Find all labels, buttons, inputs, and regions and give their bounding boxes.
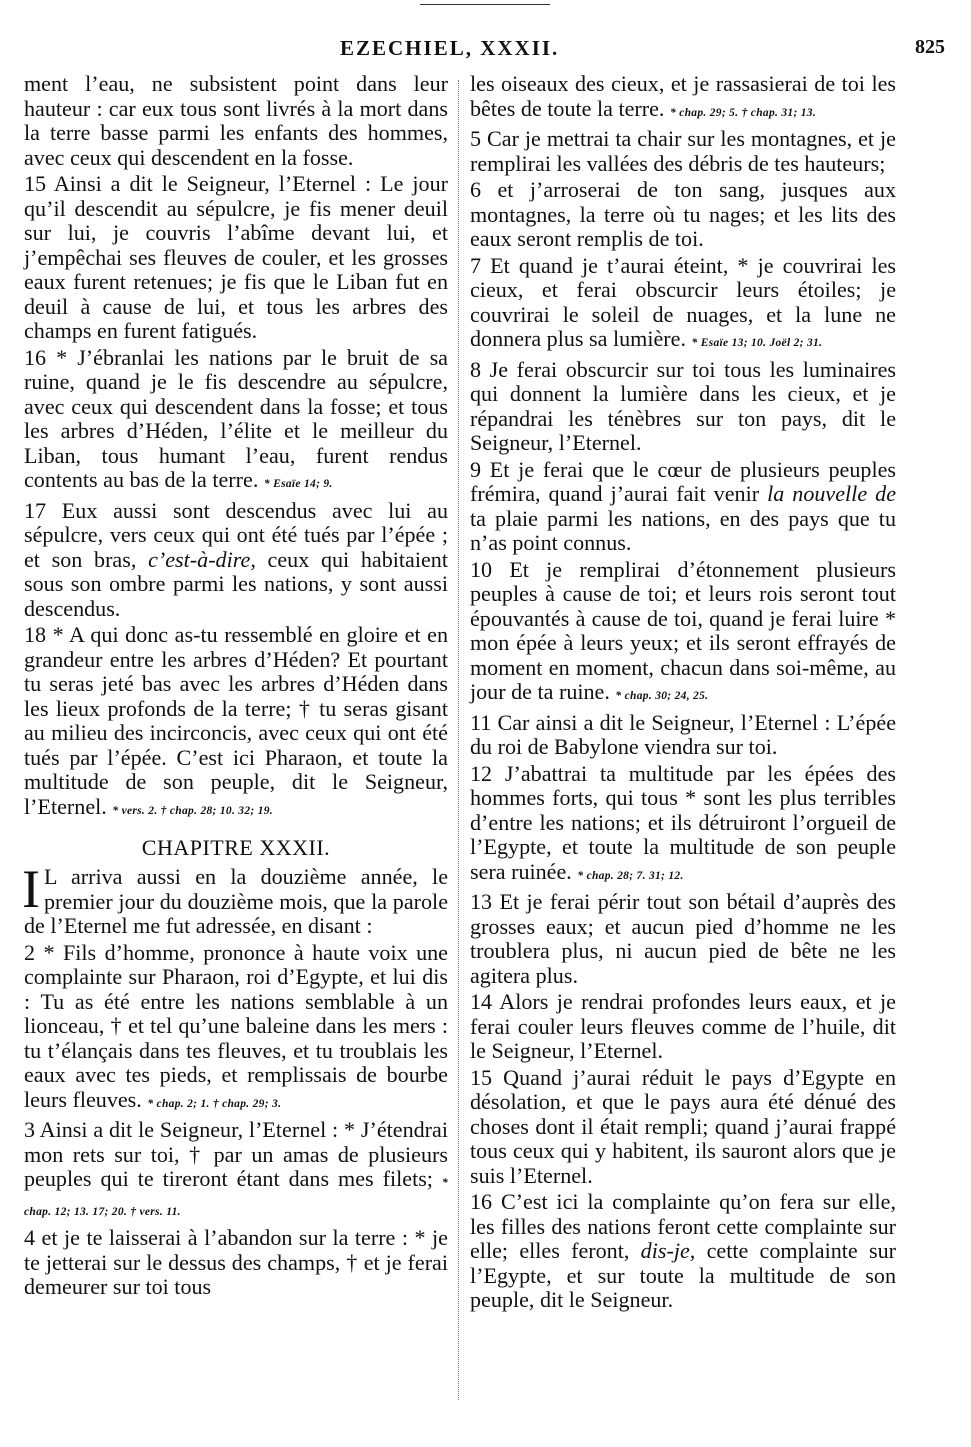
verse-17 xyxy=(24,499,448,622)
verse-text: les oiseaux des cieux, et je rassasierai de toi les bêtes de toute la terre. xyxy=(470,71,896,121)
italic-text: c’est-à-dire, xyxy=(148,546,256,572)
verse-text: 15 Quand j’aurai réduit le pays d’Egypte en désolation, et que le pays aura été dénué des choses dont il était rempli; quand j’aurai frappé tous ceux qui y habitent, ils sauront alors que je suis l’Eternel. xyxy=(470,1064,896,1188)
verse-5 xyxy=(470,127,896,176)
verse-1 xyxy=(22,859,448,939)
verse-text: 6 et j’arroserai de ton sang, jusques aux montagnes, la terre où tu nages; et les lits des eaux seront remplis de toi. xyxy=(470,177,896,251)
verse-text: 18 * A qui donc as-tu ressemblé en gloire et en grandeur entre les arbres d’Héden? Et pourtant tu seras jeté bas avec les arbres d’Héden dans les lieux profonds de la terre; † tu seras gisant au milieu des incirconcis, avec ceux qui ont été tués par l’épée. C’est ici Pharaon, et toute la multitude de son peuple, dit le Seigneur, l’Eternel. xyxy=(24,622,448,819)
verse-text: 14 Alors je rendrai profondes leurs eaux, et je ferai couler leurs fleuves comme de l’huile, dit le Seigneur, l’Eternel. xyxy=(470,989,896,1063)
verse-text: 12 J’abattrai ta multitude par les épées des hommes forts, qui tous * sont les plus terribles d’entre les nations; et ils détruiront l’orgueil de l’Egypte, et toute la multitude de son peuple sera ruinée. xyxy=(470,760,896,884)
verse-text: L arriva aussi en la douzième année, le premier jour du douzième mois, que la parole de l’Eternel me fut adressée, en disant : xyxy=(24,864,448,938)
page-header xyxy=(0,36,971,76)
cross-reference: * chap. 28; 7. 31; 12. xyxy=(577,869,684,882)
verse-text: ta plaie parmi les nations, en des pays que tu n’as point connus. xyxy=(470,505,896,555)
verse-16 xyxy=(24,346,448,497)
verse-14 xyxy=(470,990,896,1064)
verse-text: 3 Ainsi a dit le Seigneur, l’Eternel : * J’étendrai mon rets sur toi, † par un amas de plusieurs peuples qui te tireront étant dans mes filets; xyxy=(24,1117,448,1191)
verse-9 xyxy=(470,458,896,556)
verse-15 xyxy=(470,1066,896,1189)
verse-text: 5 Car je mettrai ta chair sur les montagnes, et je remplirai les vallées des débris de tes hauteurs; xyxy=(470,126,896,176)
italic-text: la nouvelle de xyxy=(767,481,896,506)
verse-text: 13 Et je ferai périr tout son bétail d’auprès des grosses eaux; et aucun pied d’homme ne les troublera plus, ni aucun pied de bête ne les agitera plus. xyxy=(470,889,896,988)
verse-3 xyxy=(24,1118,448,1224)
top-rule xyxy=(420,4,550,5)
drop-cap: I xyxy=(22,859,40,919)
page-number: 825 xyxy=(915,36,945,58)
verse-7 xyxy=(470,254,896,356)
cross-reference: * chap. 2; 1. † chap. 29; 3. xyxy=(147,1097,282,1110)
cross-reference: * Esaïe 13; 10. Joël 2; 31. xyxy=(691,337,823,349)
column-divider xyxy=(458,80,459,1400)
verse-text: 17 Eux aussi sont descendus avec lui au sépulcre, vers ceux qui ont été tués par l’épée ; et son bras, xyxy=(24,497,448,572)
verse-15 xyxy=(24,172,448,344)
right-column xyxy=(470,72,896,1315)
verse-4 xyxy=(24,1226,448,1300)
verse-text: 9 Et je ferai que le cœur de plusieurs peuples frémira, quand j’aurai fait venir xyxy=(470,456,896,506)
paragraph-text: ment l’eau, ne subsistent point dans leur hauteur : car eux tous sont livrés à la mort dans la terre basse parmi les enfants des hommes, avec ceux qui descendent en la fosse. xyxy=(24,71,448,170)
verse-13 xyxy=(470,890,896,988)
verse-text: 2 * Fils d’homme, prononce à haute voix une complainte sur Pharaon, roi d’Egypte, et lui dis : Tu as été entre les nations semblable à un lionceau, † et tel qu’une baleine dans les mers : tu t’élançais dans tes fleuves, et tu troublais les eaux avec tes pieds, et remplissais de bourbe leurs fleuves. xyxy=(24,939,448,1112)
verse-text: 15 Ainsi a dit le Seigneur, l’Eternel : Le jour qu’il descendit au sépulcre, je fis mener deuil sur lui, je couvris l’abîme devant lui, et j’empêchai ses fleuves de couler, et les grosses eaux furent retenues; je fis que le Liban fut en deuil à cause de lui, et tous les arbres des champs en furent fatigués. xyxy=(24,171,448,343)
verse-text: 16 C’est ici la complainte qu’on fera sur elle, les filles des nations feront cette complainte sur elle; elles feront, xyxy=(470,1189,896,1263)
cross-reference: * chap. 30; 24, 25. xyxy=(615,690,709,702)
verse-2 xyxy=(24,941,448,1117)
verse-10 xyxy=(470,558,896,709)
verse-text: ceux qui habitaient sous son ombre parmi les nations, y sont aussi descendus. xyxy=(24,546,448,621)
verse-text: 16 * J’ébranlai les nations par le bruit de sa ruine, quand je le fis descendre au sépulcre, avec ceux qui descendent dans la fosse; et tous les arbres d’Héden, l’élite et le meilleur du Liban, tous humant l’eau, furent rendus contents au bas de la terre. xyxy=(24,344,448,492)
verse-18 xyxy=(24,623,448,823)
verse-16 xyxy=(470,1190,896,1313)
verse-6 xyxy=(470,178,896,252)
verse-12 xyxy=(470,762,896,889)
left-column xyxy=(24,72,448,1302)
chapter-heading: CHAPITRE XXXII. xyxy=(141,835,331,860)
verse-text: 10 Et je remplirai d’étonnement plusieurs peuples à cause de toi; et leurs rois seront tout épouvantés à cause de toi, quand je ferai luire * mon épée à leurs yeux; et ils seront effrayés de moment en moment, chacun dans soi-même, au jour de ta ruine. xyxy=(470,556,896,704)
cross-reference: * chap. 12; 13. 17; 20. † vers. 11. xyxy=(24,1177,449,1218)
cross-reference: * vers. 2. † chap. 28; 10. 32; 19. xyxy=(112,804,273,817)
verse-text: 4 et je te laisserai à l’abandon sur la terre : * je te jetterai sur le dessus des champs, † et je ferai demeurer sur toi tous xyxy=(24,1225,448,1299)
verse-text: 8 Je ferai obscurcir sur toi tous les luminaires qui donnent la lumière dans les cieux, et je répandrai les ténèbres sur ton pays, dit le Seigneur, l’Eternel. xyxy=(470,356,896,455)
italic-text: dis-je, xyxy=(640,1238,696,1263)
verse-11 xyxy=(470,711,896,760)
verse-8 xyxy=(470,358,896,456)
verse-4-continuation xyxy=(470,72,896,125)
verse-text: 11 Car ainsi a dit le Seigneur, l’Eternel : L’épée du roi de Babylone viendra sur toi. xyxy=(470,709,896,759)
verse-text: cette complainte sur l’Egypte, et sur toute la multitude de son peuple, dit le Seigneur. xyxy=(470,1238,897,1312)
cross-reference: * chap. 29; 5. † chap. 31; 13. xyxy=(669,106,817,119)
paragraph-continuation xyxy=(24,72,448,170)
verse-text: 7 Et quand je t’aurai éteint, * je couvrirai les cieux, et ferai obscurcir leurs étoiles; je couvrirai le soleil de nuages, et la lune ne donnera plus sa lumière. xyxy=(470,252,896,351)
running-title: EZECHIEL, XXXII. xyxy=(340,36,560,60)
cross-reference: * Esaïe 14; 9. xyxy=(263,478,333,490)
